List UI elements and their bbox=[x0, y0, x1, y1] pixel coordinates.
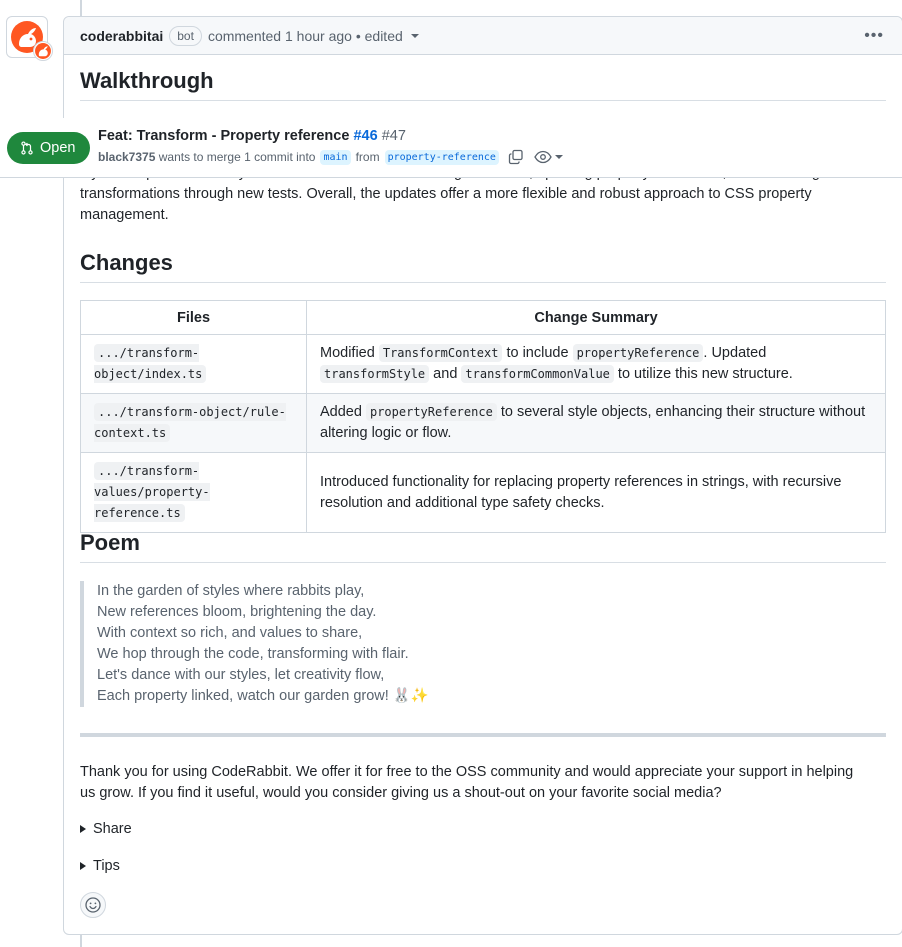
file-cell bbox=[81, 394, 307, 453]
walkthrough-heading: Walkthrough bbox=[80, 68, 886, 101]
poem-line: New references bloom, brightening the day. bbox=[97, 604, 377, 620]
from-text: from bbox=[355, 150, 380, 164]
pr-title-text[interactable]: Feat: Transform - Property reference bbox=[98, 128, 350, 144]
summary-text: to include bbox=[502, 345, 573, 361]
comment-author[interactable]: coderabbitai bbox=[80, 27, 164, 44]
bot-badge: bot bbox=[169, 26, 202, 46]
summary-text: Added bbox=[320, 404, 366, 420]
table-row bbox=[81, 453, 886, 533]
summary-text: Introduced functionality for replacing property references in strings, with recursive resolution and additional type safety checks. bbox=[320, 473, 842, 511]
poem-heading: Poem bbox=[80, 530, 886, 563]
pr-state-badge bbox=[7, 132, 90, 164]
summary-cell bbox=[307, 453, 886, 533]
tips-summary[interactable]: Tips bbox=[93, 858, 120, 874]
poem-line: Let's dance with our styles, let creativity flow, bbox=[97, 667, 385, 683]
pr-title bbox=[98, 128, 406, 144]
summary-text: and bbox=[429, 366, 462, 382]
table-header-summary: Change Summary bbox=[307, 301, 886, 335]
base-branch[interactable]: main bbox=[320, 150, 350, 165]
file-cell bbox=[81, 453, 307, 533]
poem-line: Each property linked, watch our garden grow! 🐰✨ bbox=[97, 688, 429, 704]
tips-details[interactable] bbox=[80, 858, 120, 874]
watch-menu[interactable] bbox=[534, 149, 563, 165]
summary-text: . Updated bbox=[703, 345, 767, 361]
head-branch[interactable]: property-reference bbox=[385, 150, 499, 165]
divider bbox=[80, 733, 886, 737]
file-path: .../transform-values/property-reference.ts bbox=[94, 464, 210, 520]
poem-line: In the garden of styles where rabbits play, bbox=[97, 583, 365, 599]
pr-number[interactable]: #46 bbox=[353, 128, 378, 144]
file-path: .../transform-object/rule-context.ts bbox=[94, 405, 286, 440]
inline-code: transformCommonValue bbox=[461, 365, 614, 383]
summary-text: to utilize this new structure. bbox=[613, 366, 793, 382]
inline-code: TransformContext bbox=[379, 344, 503, 362]
summary-cell bbox=[307, 335, 886, 394]
comment-header bbox=[64, 17, 902, 55]
avatar[interactable] bbox=[6, 16, 48, 58]
table-row bbox=[81, 335, 886, 394]
git-pull-request-icon bbox=[20, 141, 34, 155]
comment-time[interactable]: 1 hour ago bbox=[284, 27, 352, 44]
edited-label[interactable]: • edited bbox=[355, 27, 403, 44]
file-cell bbox=[81, 335, 307, 394]
share-summary[interactable]: Share bbox=[93, 821, 132, 837]
table-header-files: Files bbox=[81, 301, 307, 335]
changes-table bbox=[80, 300, 886, 533]
pr-merge-text: wants to merge 1 commit into bbox=[158, 150, 316, 164]
summary-cell bbox=[307, 394, 886, 453]
eye-icon bbox=[534, 149, 552, 165]
add-reaction-button[interactable] bbox=[80, 892, 106, 918]
walkthrough-summary: transformations through new tests. Overall, the updates offer a more flexible and robust approach to CSS property management. bbox=[80, 186, 812, 223]
pr-meta bbox=[98, 149, 563, 165]
file-path: .../transform-object/index.ts bbox=[94, 344, 206, 383]
poem-blockquote bbox=[80, 581, 886, 707]
summary-text: Modified bbox=[320, 345, 379, 361]
rabbit-logo-icon bbox=[34, 42, 52, 60]
triangle-right-icon bbox=[80, 825, 86, 833]
sticky-pr-header bbox=[0, 118, 902, 178]
changes-heading: Changes bbox=[80, 250, 886, 283]
poem-line: We hop through the code, transforming with flair. bbox=[97, 646, 409, 662]
inline-code: transformStyle bbox=[320, 365, 429, 383]
kebab-menu-icon[interactable]: ••• bbox=[864, 27, 884, 44]
pr-number-secondary[interactable]: #47 bbox=[381, 128, 406, 144]
thanks-text: Thank you for using CodeRabbit. We offer it for free to the OSS community and would appreciate your support in helping us grow. If you find it useful, would you consider giving us a shout-out on your favorite social media? bbox=[80, 764, 854, 801]
chevron-down-icon[interactable] bbox=[411, 34, 419, 38]
summary-text: to several style objects, enhancing their structure without altering logic or flow. bbox=[320, 404, 866, 441]
table-row bbox=[81, 394, 886, 453]
smiley-icon bbox=[85, 897, 101, 913]
inline-code: propertyReference bbox=[366, 403, 497, 421]
pr-state-label: Open bbox=[40, 140, 76, 156]
pr-user[interactable]: black7375 bbox=[98, 150, 156, 164]
chevron-down-icon bbox=[555, 155, 563, 159]
inline-code: propertyReference bbox=[573, 344, 704, 362]
bot-mini-avatar bbox=[33, 41, 53, 61]
poem-line: With context so rich, and values to share, bbox=[97, 625, 363, 641]
copy-icon[interactable] bbox=[508, 149, 524, 165]
triangle-right-icon bbox=[80, 862, 86, 870]
comment-action: commented bbox=[207, 27, 282, 44]
share-details[interactable] bbox=[80, 821, 132, 837]
